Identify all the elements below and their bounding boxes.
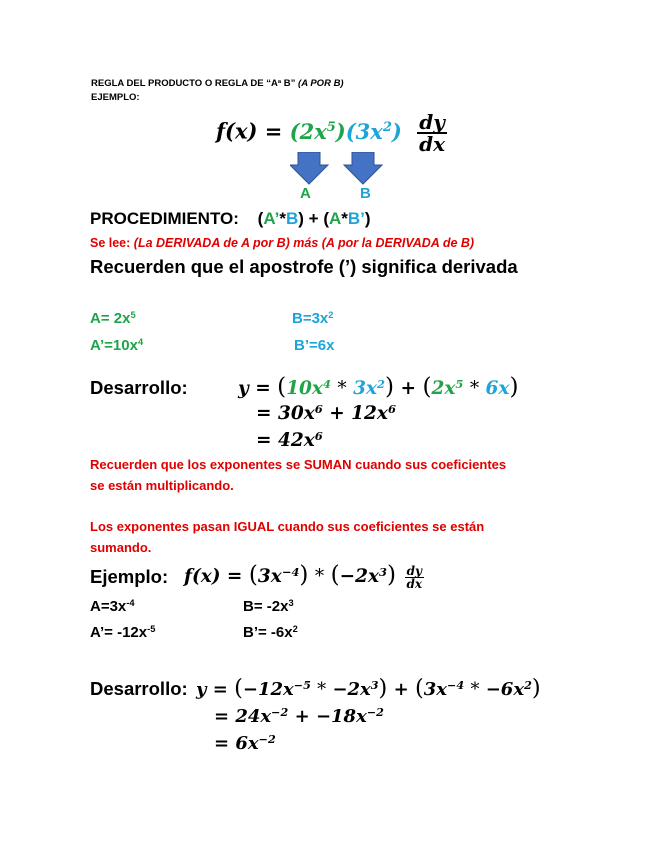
dev1-l2-plus: + (329, 403, 345, 424)
procedure-line (90, 209, 371, 229)
formula-b-exp: 2 (382, 120, 392, 136)
ex2-fraction (405, 565, 425, 590)
dev2-l2-eq: = (214, 706, 230, 727)
example-label: EJEMPLO: (91, 92, 140, 103)
dev1-paren2-open: ( (422, 374, 432, 400)
dev1-l3-eq: = (256, 430, 272, 451)
dev2-l2-a: 24x (235, 706, 272, 727)
dev1-term-1-exp: 4 (322, 376, 331, 391)
ex2-value-b (243, 598, 294, 615)
dev1-star-1: * (337, 378, 347, 399)
ex2-value-b-prime-exp: 2 (292, 623, 298, 634)
ex2-value-a-prime (90, 624, 155, 641)
ex2-value-a-text: A=3x (90, 598, 127, 615)
dev1-term-3-exp: 5 (455, 376, 464, 391)
read-prefix: Se lee: (90, 236, 134, 250)
formula-dx: dx (419, 132, 446, 156)
dev2-star-1: * (317, 679, 327, 700)
development-2-line-3 (214, 733, 276, 754)
dev2-term-1-exp: −5 (293, 678, 311, 692)
dev2-term-4-exp: 2 (524, 678, 532, 692)
dev2-l3: 6x (235, 733, 259, 754)
page-title (91, 78, 344, 89)
development-1-line-1 (238, 374, 518, 400)
dev2-y-eq: y = (196, 679, 228, 700)
dev1-l2-b-exp: 6 (387, 401, 396, 416)
title-prefix: REGLA DEL PRODUCTO O REGLA DE “A (91, 78, 278, 89)
equal-rule-line-1: Los exponentes pasan IGUAL cuando sus coeficientes se están (90, 519, 485, 534)
example-2-formula: $f(x) = (3x^{-4}) * (-2x^3)$ $\frac{dy}{dx}$ (184, 562, 423, 591)
dev1-term-2-exp: 2 (377, 376, 385, 391)
title-italic: (A POR B) (298, 78, 344, 89)
ex2-fx: f(x) = (184, 566, 243, 587)
value-b-text: B=3x (292, 310, 329, 327)
value-a-prime (90, 337, 143, 354)
value-a-exp: 5 (130, 309, 136, 320)
ex2-value-a-exp: -4 (126, 597, 135, 608)
value-a-prime-exp: 4 (137, 336, 144, 347)
ex2-value-a-prime-exp: -5 (147, 623, 156, 634)
procedure-p9: ) (364, 209, 371, 228)
formula-b-base: (3x (345, 118, 383, 144)
procedure-label: PROCEDIMIENTO: (90, 209, 239, 228)
arrow-b-icon (344, 152, 382, 184)
development-label-1: Desarrollo: (90, 377, 188, 398)
ex2-b: −2x (339, 566, 380, 587)
dev1-term-1: 10x (286, 378, 323, 399)
dev2-term-2: −2x (332, 679, 371, 700)
dev1-paren-open: ( (277, 374, 287, 400)
dev1-term-2: 3x (353, 378, 378, 399)
dev2-l2-plus: + (294, 706, 310, 727)
value-a-prime-text: A’=10x (90, 337, 138, 354)
equal-rule-line-2: sumando. (90, 540, 152, 555)
arrow-label-b: B (360, 185, 371, 202)
dev1-l3-exp: 6 (314, 428, 323, 443)
example-2-label: Ejemplo: (90, 566, 169, 587)
ex2-value-a-prime-text: A’= -12x (90, 624, 148, 641)
ex2-dy: dy (405, 565, 425, 578)
formula-b-close: ) (391, 118, 402, 144)
development-1-line-2 (256, 403, 396, 424)
dev1-star-2: * (469, 378, 480, 399)
dev2-term-4: −6x (485, 679, 525, 700)
value-b-prime: B’=6x (294, 337, 335, 354)
dev1-l2-b: 12x (351, 403, 388, 424)
apostrophe-note: Recuerden que el apostrofe (’) significa derivada (90, 256, 518, 277)
dev1-term-4: 6x (485, 378, 510, 399)
dev2-l3-eq: = (214, 733, 230, 754)
dev1-plus: + (400, 378, 416, 399)
arrow-a-icon (290, 152, 328, 184)
ex2-value-b-prime (243, 624, 298, 641)
development-1-line-3 (256, 430, 323, 451)
dev2-term-1: −12x (242, 679, 294, 700)
procedure-star-2: * (341, 209, 348, 228)
development-label-2: Desarrollo: (90, 678, 188, 699)
procedure-a-prime: A’ (263, 209, 280, 228)
dev2-l3-exp: −2 (258, 732, 276, 746)
ex2-value-b-prime-text: B’= -6x (243, 624, 293, 641)
arrow-label-a: A (300, 185, 311, 202)
sum-rule-line-2: se están multiplicando. (90, 478, 234, 493)
ex2-dx: dx (406, 576, 423, 591)
main-formula (216, 112, 447, 154)
dev2-plus: + (393, 679, 409, 700)
dev1-paren-close: ) (385, 374, 395, 400)
development-2-line-2 (214, 706, 384, 727)
read-text: (La DERIVADA de A por B) más (A por la DERIVADA de B) (133, 236, 475, 250)
ex2-value-b-text: B= -2x (243, 598, 289, 615)
dev1-l2-eq: = (256, 403, 272, 424)
dev1-term-3: 2x (431, 378, 456, 399)
dev2-term-2-exp: 3 (370, 678, 379, 692)
formula-fx: f(x) = (216, 118, 283, 144)
dev2-l2-a-exp: −2 (271, 705, 289, 719)
dev2-star-2: * (470, 679, 480, 700)
dev2-term-3-exp: −4 (447, 678, 465, 692)
ex2-value-a (90, 598, 135, 615)
sum-rule-line-1: Recuerden que los exponentes se SUMAN cuando sus coeficientes (90, 457, 507, 472)
value-b (292, 310, 333, 327)
dev1-paren2-close: ) (509, 374, 519, 400)
formula-a-close: ) (335, 118, 346, 144)
value-a-text: A= 2x (90, 310, 131, 327)
ex2-value-b-exp: 3 (288, 597, 294, 608)
procedure-b-prime: B’ (347, 209, 365, 228)
dev2-term-3: 3x (423, 679, 448, 700)
dev1-l2-a: 30x (277, 403, 315, 424)
ex2-b-exp: 3 (379, 564, 388, 579)
formula-a-base: (2x (289, 118, 327, 144)
value-a (90, 310, 136, 327)
dev2-l2-b-exp: −2 (366, 705, 384, 719)
development-2-line-1: $y = (-12x^{-5} * -2x^3) + (3x^{-4} * -6x^2)$ (196, 675, 541, 701)
value-b-exp: 2 (328, 309, 334, 320)
ex2-a: 3x (257, 566, 282, 587)
dev2-l2-b: −18x (315, 706, 367, 727)
procedure-star-1: * (279, 209, 287, 228)
procedure-b: B (286, 209, 299, 228)
read-line (90, 236, 474, 250)
procedure-a: A (329, 209, 342, 228)
dev1-l3: 42x (277, 430, 315, 451)
ex2-a-exp: −4 (281, 564, 300, 579)
formula-a-exp: 5 (326, 120, 336, 136)
dev1-y-eq: y = (238, 378, 271, 399)
title-mid: B” (281, 78, 299, 89)
ex2-star: * (314, 566, 325, 587)
formula-dy: dy (417, 112, 447, 134)
arrows-graphic (290, 152, 390, 186)
procedure-p1: ( (257, 209, 264, 228)
procedure-plus: ) + ( (298, 209, 329, 228)
formula-fraction (417, 112, 447, 154)
title-superscript: a (277, 78, 282, 85)
dev1-l2-a-exp: 6 (314, 401, 323, 416)
